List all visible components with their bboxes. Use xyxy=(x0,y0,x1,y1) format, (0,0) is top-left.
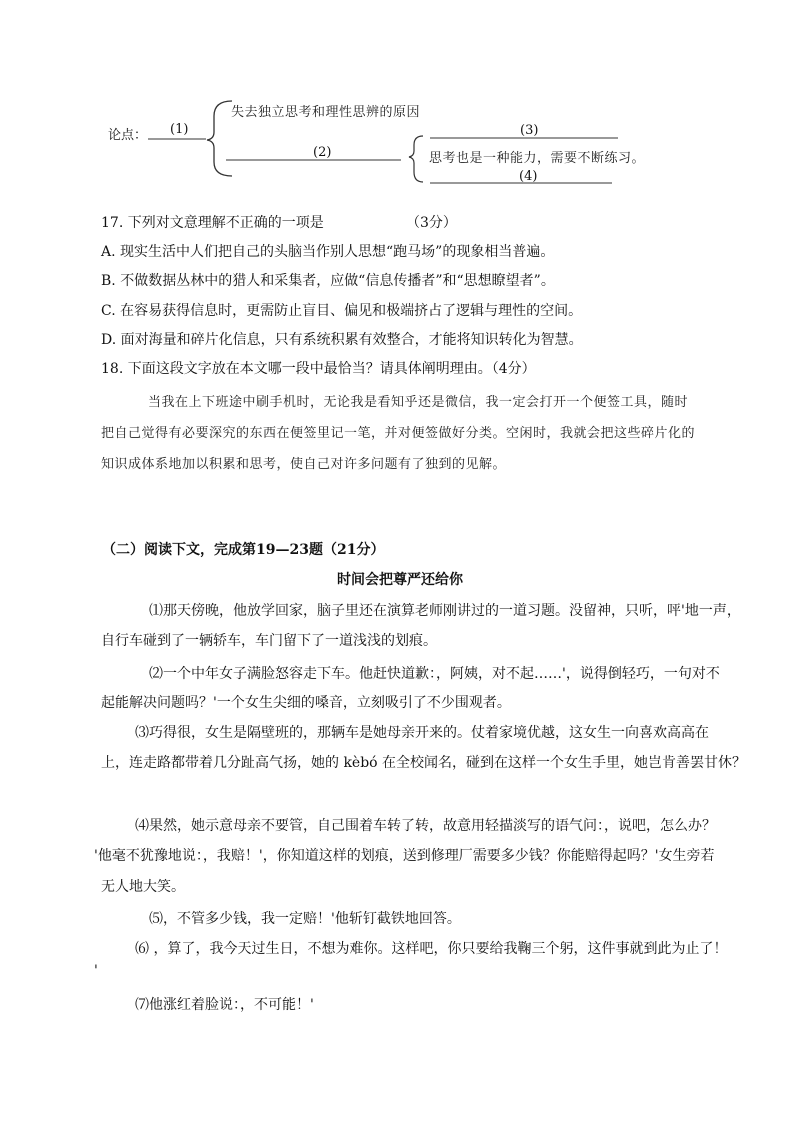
q17-option-b: B. 不做数据丛林中的猎人和采集者，应做“信息传播者”和“思想瞭望者”。 xyxy=(101,273,555,289)
diagram-slot4: (4) xyxy=(519,169,538,184)
q17-option-d: D. 面对海量和碎片化信息，只有系统积累有效整合，才能将知识转化为智慧。 xyxy=(101,332,583,348)
diagram-middle-text: 思考也是一种能力，需要不断练习。 xyxy=(429,151,646,166)
q17-stem: 17. 下列对文意理解不正确的一项是 xyxy=(101,215,324,231)
paragraph-line: ⑶巧得很，女生是隔壁班的，那辆车是她母亲开来的。仗着家境优越，这女生一向喜欢高高在 xyxy=(135,725,709,741)
article-title: 时间会把尊严还给你 xyxy=(337,572,463,588)
paragraph-line: 起能解决问题吗？'一个女生尖细的嗓音，立刻吸引了不少围观者。 xyxy=(101,695,511,711)
paragraph-line: ⑹ ，算了，我今天过生日，不想为难你。这样吧，你只要给我鞠三个躬，这件事就到此为止了！ xyxy=(135,941,728,957)
small-brace-shape xyxy=(409,136,423,182)
left-brace-shape xyxy=(207,101,232,176)
diagram-slot1: (1) xyxy=(170,122,189,137)
q18-passage-line: 知识成体系地加以积累和思考，使自己对许多问题有了独到的见解。 xyxy=(101,457,507,472)
paragraph-line: ⑴那天傍晚，他放学回家，脑子里还在演算老师刚讲过的一道习题。没留神，只听，呯'地一声， xyxy=(149,603,741,619)
paragraph-line: ⑵一个中年女子满脸怒容走下车。他赶快道歉：，阿姨，对不起……'，说得倒轻巧，一句对不 xyxy=(149,666,720,682)
paragraph-line: 上，连走路都带着几分趾高气扬，她的 kèbó 在全校闻名，碰到在这样一个女生手里，她岂肯善罢甘休？ xyxy=(101,755,747,771)
q18-stem: 18. 下面这段文字放在本文哪一段中最恰当？请具体阐明理由。（4分） xyxy=(101,361,536,377)
q17-option-a: A. 现实生活中人们把自己的头脑当作别人思想“跑马场”的现象相当普遍。 xyxy=(101,244,555,260)
q18-passage-line: 当我在上下班途中刷手机时，无论我是看知乎还是微信，我一定会打开一个便签工具，随时 xyxy=(148,395,689,410)
diagram-slot3: (3) xyxy=(520,123,539,138)
paragraph-line: 自行车碰到了一辆轿车，车门留下了一道浅浅的划痕。 xyxy=(101,633,437,649)
diagram-label: 论点： xyxy=(108,128,148,143)
paragraph-line: ⑸，不管多少钱，我一定赔！'他斩钉截铁地回答。 xyxy=(149,911,461,927)
paragraph-line: ' xyxy=(94,963,98,979)
paragraph-line: ⑷果然，她示意母亲不要管，自己围着车转了转，故意用轻描淡写的语气问：，说吧，怎么办？ xyxy=(135,818,716,834)
diagram-slot2: (2) xyxy=(313,145,332,160)
paragraph-line: ⑺他涨红着脸说：，不可能！' xyxy=(135,997,314,1013)
diagram-lines xyxy=(0,0,800,200)
section2-heading: （二）阅读下文，完成第19—23题（21分） xyxy=(102,542,385,558)
q18-passage-line: 把自己觉得有必要深究的东西在便签里记一笔，并对便签做好分类。空闲时，我就会把这些碎片化的 xyxy=(101,426,696,441)
diagram-top-branch: 失去独立思考和理性思辨的原因 xyxy=(231,105,421,120)
q17-option-c: C. 在容易获得信息时，更需防止盲目、偏见和极端挤占了逻辑与理性的空间。 xyxy=(101,303,583,319)
q17-score: （3分） xyxy=(406,215,457,231)
paragraph-line: 无人地大笑。 xyxy=(101,879,185,895)
paragraph-line: '他毫不犹豫地说：，我赔！'，你知道这样的划痕，送到修理厂需要多少钱？你能赔得起吗？'女生旁若 xyxy=(94,848,715,864)
